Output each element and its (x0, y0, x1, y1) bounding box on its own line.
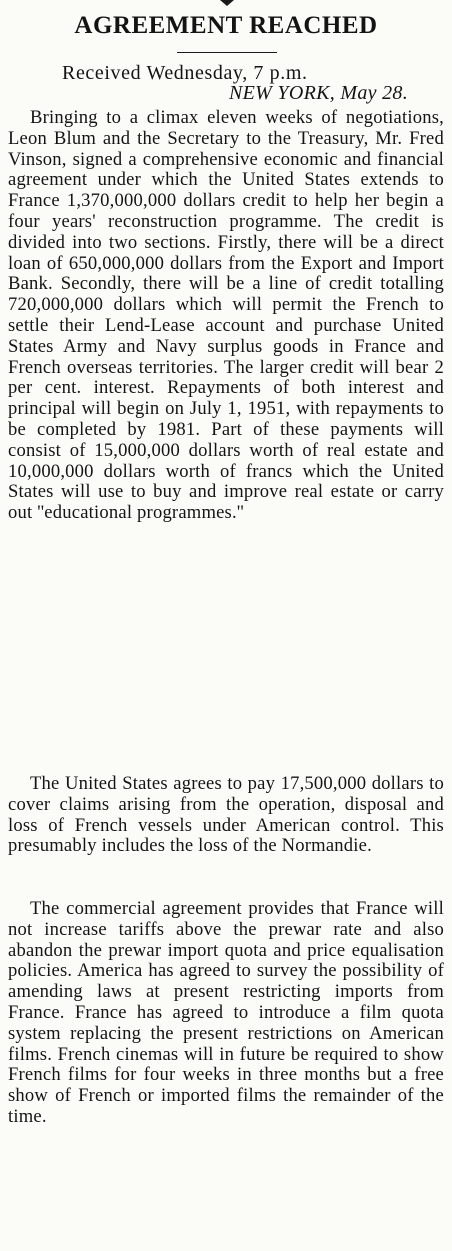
headline-rule (177, 52, 277, 53)
headline: AGREEMENT REACHED (74, 12, 378, 39)
column-top-ornament (220, 0, 234, 6)
dateline-received: Received Wednesday, 7 p.m. (62, 62, 308, 84)
article-paragraph: The commercial agreement provides that France will not increase tariffs above the prewar rate and also abandon the prewar import quota and price equalisation policies. America has agreed to survey the possibility of amending laws at present restricting imports from France. France has agreed to introduce a film quota system replacing the present restrictions on American films. French cinemas will in future be required to show French films for four weeks in three months but a free show of French or imported films the remainder of the time. (8, 898, 444, 1127)
dateline-place: NEW YORK, May 28. (229, 82, 408, 104)
article-paragraph: The United States agrees to pay 17,500,000 dollars to cover claims arising from the operation, disposal and loss of French vessels under American control. This presumably includes the loss of the Normandie. (8, 773, 444, 857)
article-paragraph: Bringing to a climax eleven weeks of negotiations, Leon Blum and the Secretary to the Treasury, Mr. Fred Vinson, signed a comprehensive economic and financial agreement under which the United States extends to France 1,370,000,000 dollars credit to help her begin a four years' reconstruction programme. The credit is divided into two sections. Firstly, there will be a direct loan of 650,000,000 dollars from the Export and Import Bank. Secondly, there will be a line of credit totalling 720,000,000 dollars which will permit the French to settle their Lend-Lease account and purchase United States Army and Navy surplus goods in France and French overseas territories. The larger credit will bear 2 per cent. interest. Repayments of both interest and principal will begin on July 1, 1951, with repayments to be completed by 1981. Part of these payments will consist of 15,000,000 dollars worth of real estate and 10,000,000 dollars worth of francs which the United States will use to buy and improve real estate or carry out ''educational programmes.'' (8, 107, 444, 524)
